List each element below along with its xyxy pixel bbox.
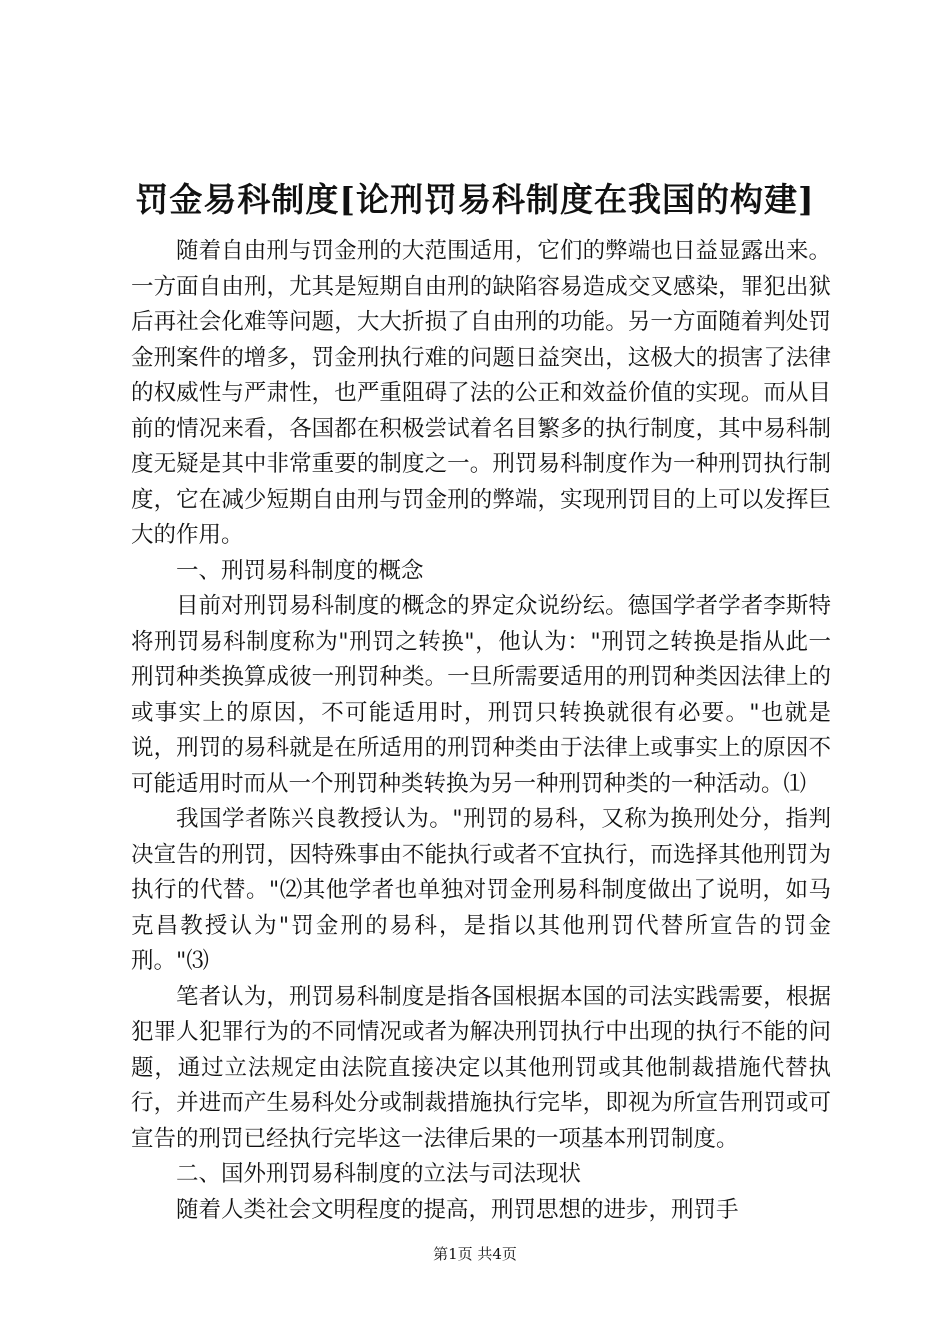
paragraph-definition-liszt: 目前对刑罚易科制度的概念的界定众说纷纭。德国学者学者李斯特将刑罚易科制度称为"刑罚之转换"，他认为："刑罚之转换是指从此一刑罚种类换算成彼一刑罚种类。一旦所需要适用的刑罚种类因法律上的或事实上的原因，不可能适用时，刑罚只转换就很有必要。"也就是说，刑罚的易科就是在所适用的刑罚种类由于法律上或事实上的原因不可能适用时而从一个刑罚种类转换为另一种刑罚种类的一种活动。⑴ [131,593,831,797]
page-footer: 第1页 共4页 [433,1245,517,1263]
paragraph-definition-chen: 我国学者陈兴良教授认为。"刑罚的易科，又称为换刑处分，指判决宣告的刑罚，因特殊事由不能执行或者不宜执行，而选择其他刑罚为执行的代替。"⑵其他学者也单独对罚金刑易科制度做出了说明，如马克昌教授认为"罚金刑的易科，是指以其他刑罚代替所宣告的罚金刑。"⑶ [131,806,831,974]
paragraph-intro: 随着自由刑与罚金刑的大范围适用，它们的弊端也日益显露出来。一方面自由刑，尤其是短期自由刑的缺陷容易造成交叉感染，罪犯出狱后再社会化难等问题，大大折损了自由刑的功能。另一方面随着判处罚金刑案件的增多，罚金刑执行难的问题日益突出，这极大的损害了法律的权威性与严肃性，也严重阻碍了法的公正和效益价值的实现。而从目前的情况来看，各国都在积极尝试着名目繁多的执行制度，其中易科制度无疑是其中非常重要的制度之一。刑罚易科制度作为一种刑罚执行制度，它在减少短期自由刑与罚金刑的弊端，实现刑罚目的上可以发挥巨大的作用。 [131,238,831,548]
section-heading-1: 一、刑罚易科制度的概念 [176,557,424,584]
section-heading-2: 二、国外刑罚易科制度的立法与司法现状 [176,1161,582,1187]
paragraph-foreign-intro: 随着人类社会文明程度的提高，刑罚思想的进步，刑罚手 [176,1196,739,1223]
document-title: 罚金易科制度[论刑罚易科制度在我国的构建] [135,180,815,219]
document-body [131,234,831,1228]
paragraph-author-view: 笔者认为，刑罚易科制度是指各国根据本国的司法实践需要，根据犯罪人犯罪行为的不同情况或者为解决刑罚执行中出现的执行不能的问题，通过立法规定由法院直接决定以其他刑罚或其他制裁措施代替执行，并进而产生易科处分或制裁措施执行完毕，即视为所宣告刑罚或可宣告的刑罚已经执行完毕这一法律后果的一项基本刑罚制度。 [131,983,831,1152]
